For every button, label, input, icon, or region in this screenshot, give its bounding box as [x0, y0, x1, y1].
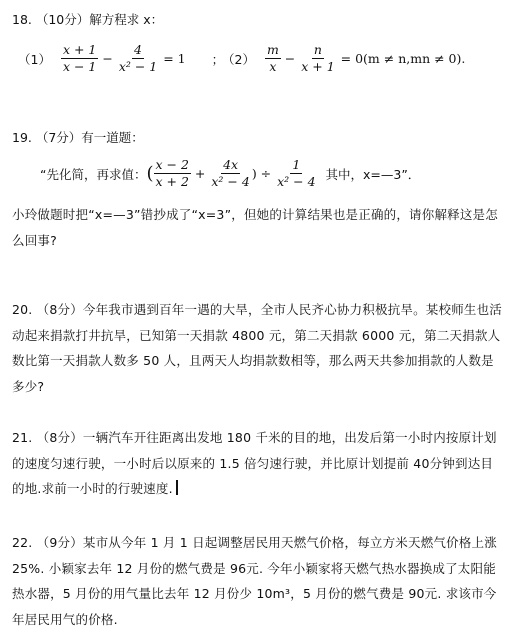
q19-quote-suffix: 其中，x=—3”． — [317, 166, 421, 182]
fraction — [209, 157, 251, 190]
numerator: 4 — [134, 42, 142, 57]
fraction — [154, 157, 191, 190]
equation-rhs: = 0(m ≠ n,mn ≠ 0). — [336, 51, 466, 66]
q18-part2-label: （2） — [222, 51, 255, 67]
denominator: x + 2 — [155, 174, 189, 189]
q19-header: 19. （7分）有一道题： — [12, 130, 144, 145]
operator: ) ÷ — [251, 166, 276, 181]
numerator: 4x — [223, 157, 239, 172]
fraction — [299, 42, 336, 75]
text-cursor — [176, 480, 178, 495]
q18-part2-equation — [265, 42, 465, 75]
q18-part1 — [18, 42, 224, 75]
denominator: x² − 4 — [277, 174, 316, 189]
q18-part1-equation — [61, 42, 186, 75]
denominator: x − 1 — [62, 59, 97, 74]
numerator: x − 2 — [155, 157, 189, 172]
equation-rhs: = 1 — [159, 51, 186, 66]
q21-body — [12, 425, 502, 502]
q21-text: 21. （8分）一辆汽车开往距离出发地 180 千米的目的地，出发后第一小时内按原计划的速度匀速行驶，一小时后以原来的 1.5 倍匀速行驶，并比原计划提前 40分钟到达目的地.求前一小时的行驶速度. — [12, 430, 497, 496]
q18-part1-label: （1） — [18, 51, 51, 67]
numerator: 1 — [292, 157, 301, 172]
numerator: x + 1 — [62, 42, 97, 57]
q20-body: 20. （8分）今年我市遇到百年一遇的大旱，全市人民齐心协力积极抗旱。某校师生也活动起来捐款打井抗旱，已知第一天捐款 4800 元，第二天捐款 6000 元，第二天捐款人数比第一天捐款人数多 50 人，且两天人均捐款数相等，那么两天共参加捐款的人数是多少? — [12, 302, 503, 394]
q19-body: 小玲做题时把“x=—3”错抄成了“x=3”，但她的计算结果也是正确的，请你解释这是怎么回事? — [12, 207, 498, 248]
q18-header: 18. （10分）解方程求 x： — [12, 12, 164, 27]
paren-open: ( — [146, 163, 154, 184]
q19-quote-prefix: “先化简，再求值： — [40, 166, 147, 182]
fraction — [117, 42, 159, 75]
operator: + — [190, 166, 210, 181]
q22-body: 22. （9分）某市从今年 1 月 1 日起调整居民用天燃气价格，每立方米天燃气价格上涨 25%. 小颖家去年 12 月份的燃气费是 96元. 今年小颖家将天燃气热水器换成了太阳能热水器，5 月份的用气量比去年 12 月份少 10m³，5 月份的燃气费是 90元. 求该市今年居民用气的价格. — [12, 535, 497, 627]
separator: ； — [211, 51, 225, 67]
q19-expression — [146, 157, 317, 190]
fraction — [265, 42, 281, 75]
operator: − — [280, 51, 300, 66]
numerator: n — [313, 42, 322, 57]
fraction — [275, 157, 317, 190]
q19-expression-line — [40, 157, 420, 190]
q18-part2 — [222, 42, 465, 75]
operator: − — [98, 51, 117, 66]
fraction — [61, 42, 98, 75]
denominator: x — [269, 59, 277, 74]
denominator: x² − 1 — [118, 59, 158, 74]
denominator: x + 1 — [301, 59, 335, 74]
numerator: m — [266, 42, 279, 57]
denominator: x² − 4 — [211, 174, 250, 189]
